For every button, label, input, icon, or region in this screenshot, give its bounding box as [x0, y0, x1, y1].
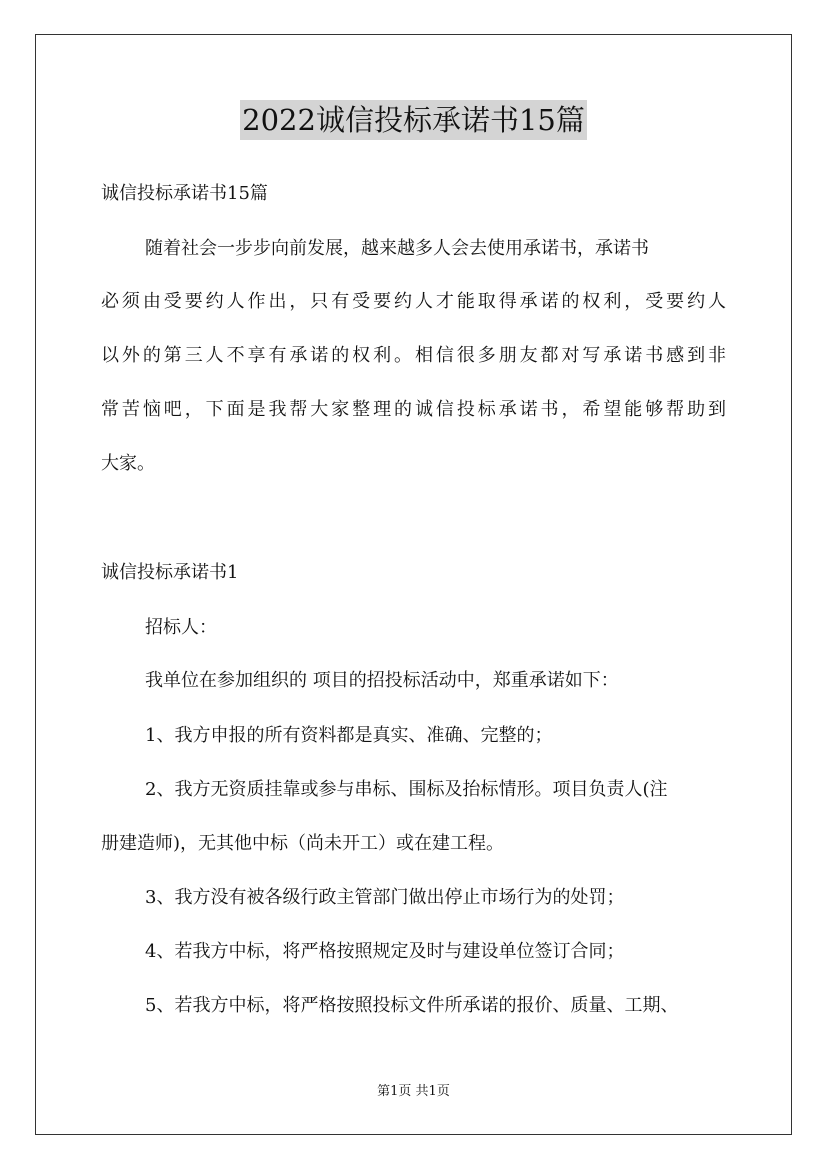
statement-line: 我单位在参加组织的 项目的招投标活动中，郑重承诺如下：: [145, 670, 619, 691]
item-3: 3、我方没有被各级行政主管部门做出停止市场行为的处罚；: [145, 887, 625, 908]
item-2-line-2: 册建造师)，无其他中标（尚未开工）或在建工程。: [101, 833, 505, 854]
section-heading: 诚信投标承诺书1: [101, 562, 239, 583]
item-1: 1、我方申报的所有资料都是真实、准确、完整的；: [145, 725, 553, 746]
page-footer: 第1页 共1页: [377, 1084, 450, 1099]
intro-line-4: 常苦恼吧，下面是我帮大家整理的诚信投标承诺书，希望能够帮助到: [101, 399, 726, 420]
item-2-line-1: 2、我方无资质挂靠或参与串标、围标及抬标情形。项目负责人(注: [145, 779, 668, 800]
item-4: 4、若我方中标，将严格按照规定及时与建设单位签订合同；: [145, 941, 625, 962]
title-wrap: [0, 100, 827, 140]
item-5-line-1: 5、若我方中标，将严格按照投标文件所承诺的报价、质量、工期、: [145, 995, 679, 1016]
intro-line-3: 以外的第三人不享有承诺的权利。相信很多朋友都对写承诺书感到非: [101, 345, 726, 366]
intro-line-2: 必须由受要约人作出，只有受要约人才能取得承诺的权利，受要约人: [101, 291, 726, 312]
document-title: 2022诚信投标承诺书15篇: [240, 100, 587, 140]
subtitle: 诚信投标承诺书15篇: [101, 183, 268, 204]
intro-line-1: 随着社会一步步向前发展，越来越多人会去使用承诺书，承诺书: [145, 238, 649, 259]
intro-line-5: 大家。: [101, 453, 155, 474]
recipient-line: 招标人：: [145, 617, 217, 638]
